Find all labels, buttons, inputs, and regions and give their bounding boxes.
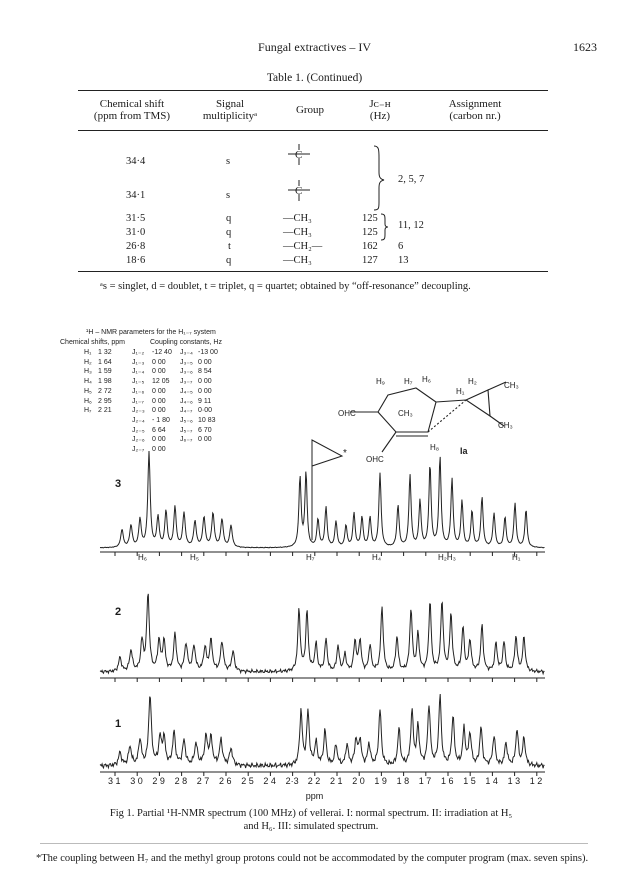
x-tick-label: 2 2 xyxy=(307,776,321,786)
structure-label-h9: H₉ xyxy=(376,377,385,386)
nmr-coupling-value: 0 00 xyxy=(198,436,212,444)
col-header-multiplicity: Signal multiplicityᵃ xyxy=(202,98,258,122)
structure-label-h2: H₂ xyxy=(468,377,477,386)
col-header-group: Group xyxy=(295,104,325,116)
spectrum-trace-3 xyxy=(100,451,545,548)
nmr-coupling-value: 0 00 xyxy=(152,436,166,444)
nmr-shift-value: 1 64 xyxy=(98,358,112,366)
star-mark: * xyxy=(343,448,347,459)
x-tick-label: 1 5 xyxy=(463,776,476,786)
spectrum-trace-1 xyxy=(100,694,545,768)
nmr-coupling-value: 12 05 xyxy=(152,378,170,386)
nmr-shift-label: H₅ xyxy=(84,387,92,395)
nmr-coupling-label: J₂₋₄ xyxy=(132,416,145,424)
nmr-coupling-header: Coupling constants, Hz xyxy=(150,339,222,346)
nmr-coupling-value: 10 83 xyxy=(198,416,216,424)
nmr-shift-value: 2 21 xyxy=(98,407,112,415)
nmr-coupling-value: 8 54 xyxy=(198,368,212,376)
structure-label-h8: H₈ xyxy=(430,443,440,452)
nmr-shift-label: H₃ xyxy=(84,368,92,376)
nmr-coupling-value: 6 64 xyxy=(152,426,166,434)
x-tick-label: 2·3 xyxy=(285,776,299,786)
nmr-shift-value: 1 59 xyxy=(98,368,112,376)
nmr-coupling-label: J₁₋₃ xyxy=(132,358,145,366)
table-cell-group: —CH₂— xyxy=(283,241,323,252)
x-axis-unit: ppm xyxy=(305,791,324,801)
nmr-shift-value: 2 72 xyxy=(98,387,112,395)
structure-label-h7: H₇ xyxy=(404,377,413,386)
table-cell-shift: 18·6 xyxy=(126,255,146,266)
nmr-coupling-label: J₃₋₇ xyxy=(180,378,193,386)
proton-label: H₂H₃ xyxy=(438,553,456,562)
x-tick-label: 1 6 xyxy=(441,776,454,786)
nmr-coupling-label: J₁₋₇ xyxy=(132,397,144,405)
structure-label-ch3-a: CH₃ xyxy=(504,381,519,390)
table-cell-group: —CH₃ xyxy=(283,255,312,266)
nmr-shift-header: Chemical shifts, ppm xyxy=(60,339,125,346)
nmr-coupling-label: J₂₋₃ xyxy=(132,407,145,415)
x-tick-label: 1 2 xyxy=(529,776,543,786)
x-tick-label: 2 6 xyxy=(219,776,232,786)
group-assignment-11-12: 11, 12 xyxy=(398,220,424,231)
table-cell-mult: q xyxy=(226,213,232,224)
proton-label: H₇ xyxy=(306,553,315,562)
nmr-coupling-value: 0·00 xyxy=(198,407,213,415)
nmr-coupling-label: J₄₋₇ xyxy=(180,407,193,415)
proton-label: H₆ xyxy=(138,553,148,562)
table-cell-mult: q xyxy=(226,227,232,238)
structure-label-ohc-top: OHC xyxy=(338,409,356,418)
proton-label: H₅ xyxy=(190,553,199,562)
col-header-assignment: Assignment (carbon nr.) xyxy=(448,98,502,122)
structure-label-ohc-bottom: OHC xyxy=(366,455,384,464)
nmr-coupling-value: 0 00 xyxy=(198,358,212,366)
svg-text:C: C xyxy=(295,185,303,197)
x-tick-label: 3 1 xyxy=(108,776,121,786)
nmr-coupling-label: J₁₋₄ xyxy=(132,368,145,376)
proton-label: H₄ xyxy=(372,553,382,562)
x-tick-label: 1 4 xyxy=(485,776,498,786)
table-cell-j: 125 xyxy=(362,227,378,238)
col-header-jch: Jᴄ₋ʜ (Hz) xyxy=(369,98,391,122)
x-tick-label: 2 5 xyxy=(241,776,254,786)
nmr-coupling-label: J₄₋₆ xyxy=(180,397,193,405)
table-cell-mult: s xyxy=(226,190,231,201)
group-assignment-2-5-7: 2, 5, 7 xyxy=(398,174,425,185)
running-title: Fungal extractives – IV xyxy=(258,40,371,54)
structure-label-h1: H₁ xyxy=(456,387,465,396)
table-cell-shift: 34·4 xyxy=(126,156,146,167)
table-cell-j: 127 xyxy=(362,255,378,266)
nmr-coupling-label: J₅₋₆ xyxy=(180,416,193,424)
nmr-coupling-value: 0 00 xyxy=(198,387,212,395)
table-cell-shift: 34·1 xyxy=(126,190,146,201)
nmr-shift-label: H₁ xyxy=(84,349,92,356)
nmr-shift-label: H₄ xyxy=(84,378,92,386)
spectrum-trace-2 xyxy=(100,594,545,674)
nmr-coupling-value: 0 00 xyxy=(152,446,166,453)
x-tick-label: 2 7 xyxy=(196,776,210,786)
nmr-coupling-value: 9 11 xyxy=(198,397,212,405)
table-cell-mult: q xyxy=(226,255,232,266)
table-cell-j: 125 xyxy=(362,213,378,224)
nmr-coupling-label: J₁₋₆ xyxy=(132,387,145,395)
table-cell-shift: 26·8 xyxy=(126,241,146,252)
svg-text:C: C xyxy=(295,149,303,161)
nmr-coupling-value: -12 40 xyxy=(152,349,172,356)
x-tick-label: 1 7 xyxy=(418,776,432,786)
nmr-coupling-value: -13 00 xyxy=(198,349,218,356)
structure-label-ch3-c: CH₃ xyxy=(498,421,513,430)
nmr-coupling-label: J₃₋₆ xyxy=(180,368,193,376)
structure-label-ia: Ia xyxy=(460,446,468,456)
nmr-coupling-label: J₃₋₅ xyxy=(180,358,193,366)
nmr-params-title: ¹H – NMR parameters for the H₁₋₇ system xyxy=(86,329,216,336)
footnote-rule xyxy=(40,843,588,844)
page-footnote: *The coupling between H₇ and the methyl group protons could not be accommodated by the computer program (max. seven spins). xyxy=(36,853,589,864)
x-tick-label: 1 8 xyxy=(396,776,410,786)
nmr-coupling-label: J₁₋₂ xyxy=(132,349,145,356)
nmr-coupling-value: - 1 80 xyxy=(152,416,170,424)
nmr-shift-label: H₇ xyxy=(84,407,92,415)
page-number: 1623 xyxy=(573,40,597,54)
table-cell-mult: s xyxy=(226,156,231,167)
proton-label: H₁ xyxy=(512,553,521,562)
nmr-coupling-label: J₂₋₅ xyxy=(132,426,145,434)
nmr-coupling-label: J₁₋₅ xyxy=(132,378,145,386)
nmr-coupling-value: 6 70 xyxy=(198,426,212,434)
nmr-coupling-label: J₂₋₆ xyxy=(132,436,145,444)
structure-label-ch3-b: CH₃ xyxy=(398,409,413,418)
x-tick-label: 3 0 xyxy=(130,776,143,786)
star-flag xyxy=(312,440,342,466)
nmr-coupling-value: 0 00 xyxy=(152,407,166,415)
table-cell-j: 162 xyxy=(362,241,378,252)
table-cell-shift: 31·0 xyxy=(126,227,146,238)
table-cell-group: —CH₃ xyxy=(283,227,312,238)
nmr-coupling-label: J₆₋₇ xyxy=(180,436,193,444)
table-cell-assign: 13 xyxy=(398,255,409,266)
x-tick-label: 2 8 xyxy=(174,776,188,786)
nmr-coupling-value: 0 00 xyxy=(152,397,166,405)
x-tick-label: 2 4 xyxy=(263,776,276,786)
table-cell-shift: 31·5 xyxy=(126,213,146,224)
table-cell-group: —CH₃ xyxy=(283,213,312,224)
nmr-shift-value: 1 32 xyxy=(98,349,112,356)
nmr-shift-value: 2 95 xyxy=(98,397,112,405)
table-footnote: ᵃs = singlet, d = doublet, t = triplet, q = quartet; obtained by “off-resonance” decoupling. xyxy=(100,281,471,292)
table-cell-assign: 6 xyxy=(398,241,404,252)
nmr-coupling-label: J₂₋₇ xyxy=(132,446,145,453)
nmr-coupling-value: 0 00 xyxy=(152,358,166,366)
nmr-coupling-value: 0 00 xyxy=(152,387,166,395)
nmr-coupling-label: J₅₋₇ xyxy=(180,426,193,434)
table-cell-mult: t xyxy=(228,241,231,252)
nmr-shift-label: H₆ xyxy=(84,397,92,405)
nmr-coupling-label: J₃₋₄ xyxy=(180,349,193,356)
x-tick-label: 2 0 xyxy=(352,776,365,786)
nmr-coupling-value: 0 00 xyxy=(152,368,166,376)
nmr-coupling-label: J₄₋₅ xyxy=(180,387,193,395)
x-tick-label: 2 9 xyxy=(152,776,165,786)
trace-label-2: 2 xyxy=(115,606,122,618)
nmr-coupling-value: 0 00 xyxy=(198,378,212,386)
x-tick-label: 1 9 xyxy=(374,776,387,786)
trace-label-3: 3 xyxy=(115,478,122,490)
x-tick-label: 2 1 xyxy=(330,776,343,786)
trace-label-1: 1 xyxy=(115,718,122,730)
table-caption: Table 1. (Continued) xyxy=(266,72,363,84)
figure-caption: Fig 1. Partial ¹H-NMR spectrum (100 MHz) of vellerai. I: normal spectrum. II: irradiation at H₅ and H₆. III: simulated spectrum. xyxy=(109,808,513,832)
structure-label-h6: H₆ xyxy=(422,375,432,384)
nmr-shift-label: H₂ xyxy=(84,358,92,366)
x-tick-label: 1 3 xyxy=(507,776,521,786)
col-header-shift: Chemical shift (ppm from TMS) xyxy=(93,98,171,122)
nmr-shift-value: 1 98 xyxy=(98,378,112,386)
